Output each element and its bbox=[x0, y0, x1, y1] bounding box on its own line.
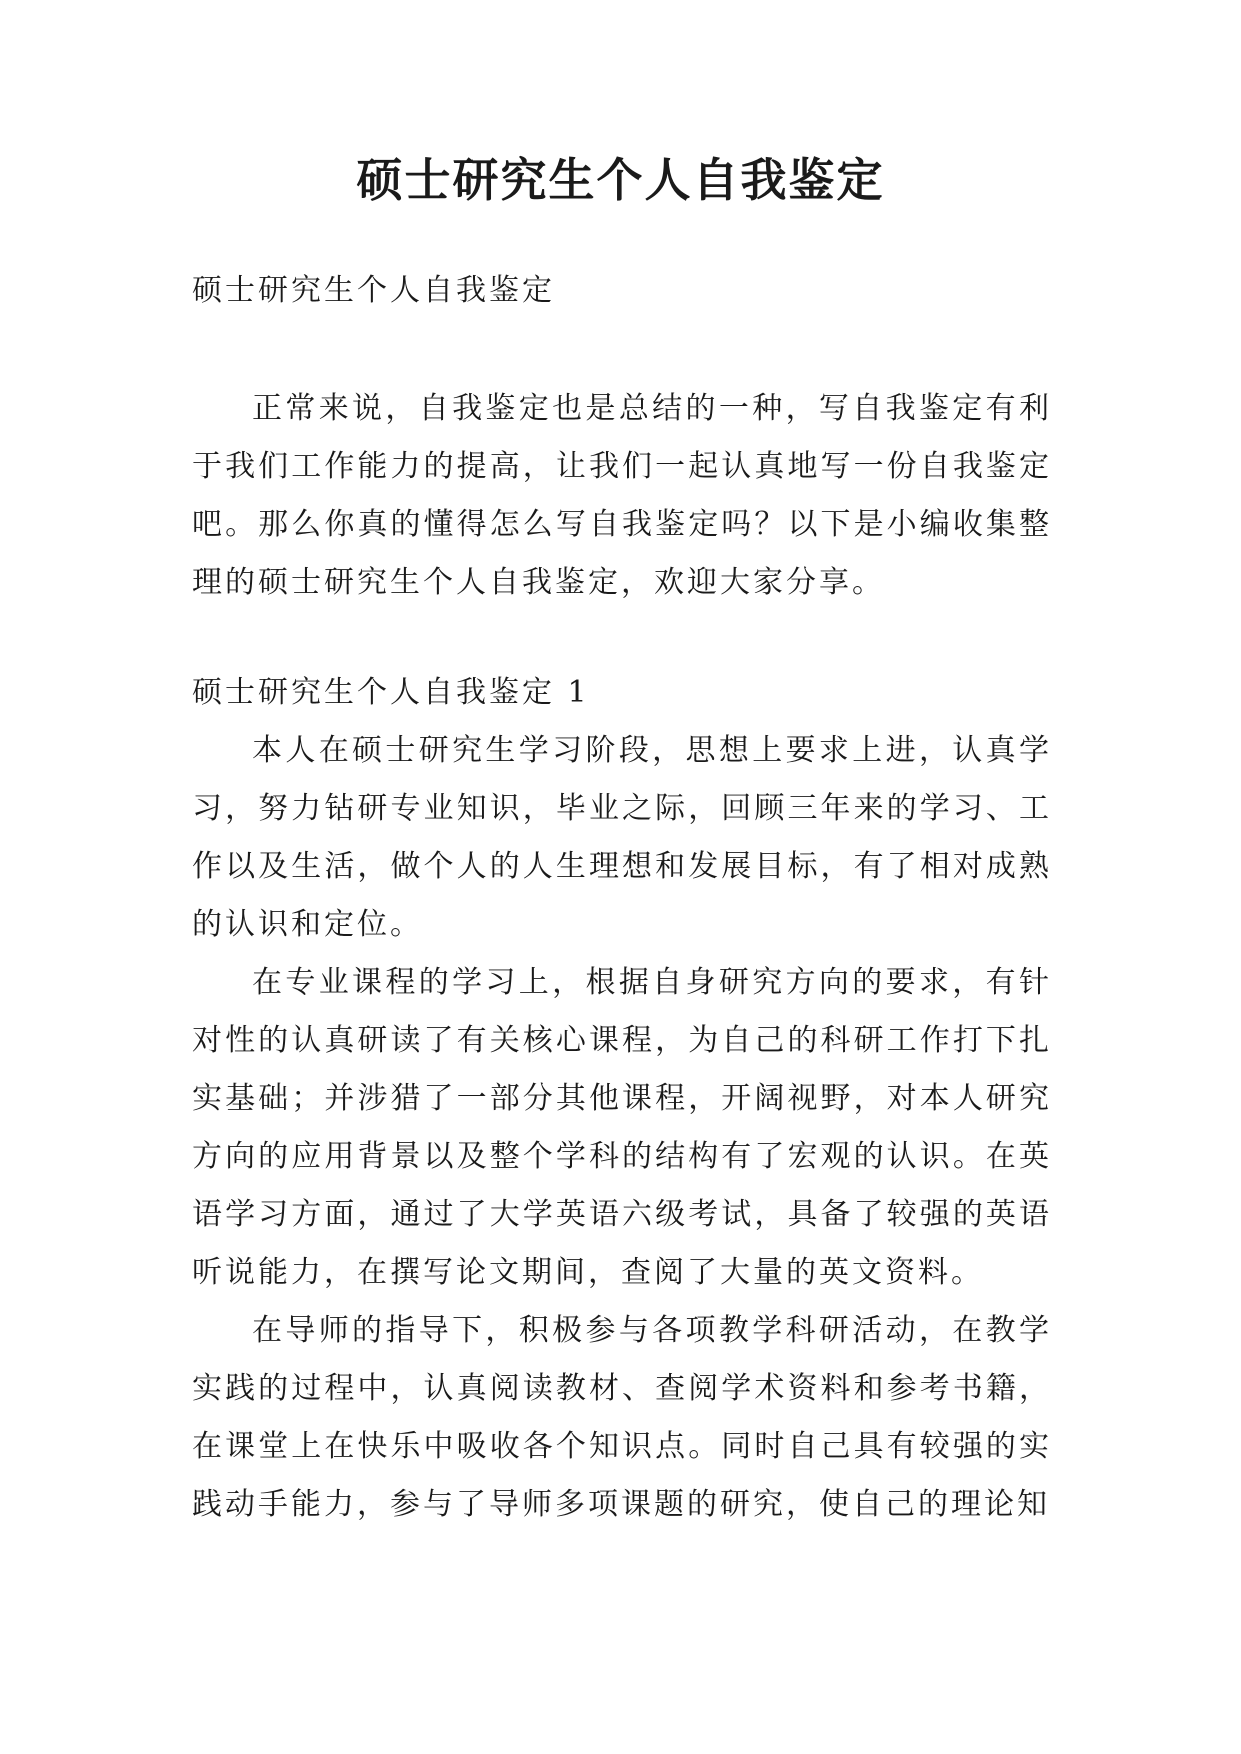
intro-paragraph: 正常来说，自我鉴定也是总结的一种，写自我鉴定有利于我们工作能力的提高，让我们一起认真地写一份自我鉴定吧。那么你真的懂得怎么写自我鉴定吗？以下是小编收集整理的硕士研究生个人自我鉴定，欢迎大家分享。 bbox=[192, 391, 1052, 600]
spacer bbox=[192, 320, 1052, 380]
body-paragraph: 在专业课程的学习上，根据自身研究方向的要求，有针对性的认真研读了有关核心课程，为自己的科研工作打下扎实基础；并涉猎了一部分其他课程，开阔视野，对本人研究方向的应用背景以及整个学科的结构有了宏观的认识。在英语学习方面，通过了大学英语六级考试，具备了较强的英语听说能力，在撰写论文期间，查阅了大量的英文资料。 bbox=[192, 965, 1052, 1290]
document-subtitle: 硕士研究生个人自我鉴定 bbox=[192, 273, 555, 308]
body-paragraph: 在导师的指导下，积极参与各项教学科研活动，在教学实践的过程中，认真阅读教材、查阅学术资料和参考书籍，在课堂上在快乐中吸收各个知识点。同时自己具有较强的实践动手能力，参与了导师多项课题的研究，使自己的理论知 bbox=[192, 1313, 1052, 1522]
body-paragraph: 本人在硕士研究生学习阶段，思想上要求上进，认真学习，努力钻研专业知识，毕业之际，回顾三年来的学习、工作以及生活，做个人的人生理想和发展目标，有了相对成熟的认识和定位。 bbox=[192, 733, 1052, 942]
section-heading: 硕士研究生个人自我鉴定 1 bbox=[192, 675, 590, 710]
document-body bbox=[192, 262, 1052, 1534]
document-title: 硕士研究生个人自我鉴定 bbox=[356, 153, 885, 207]
spacer bbox=[192, 612, 1052, 664]
